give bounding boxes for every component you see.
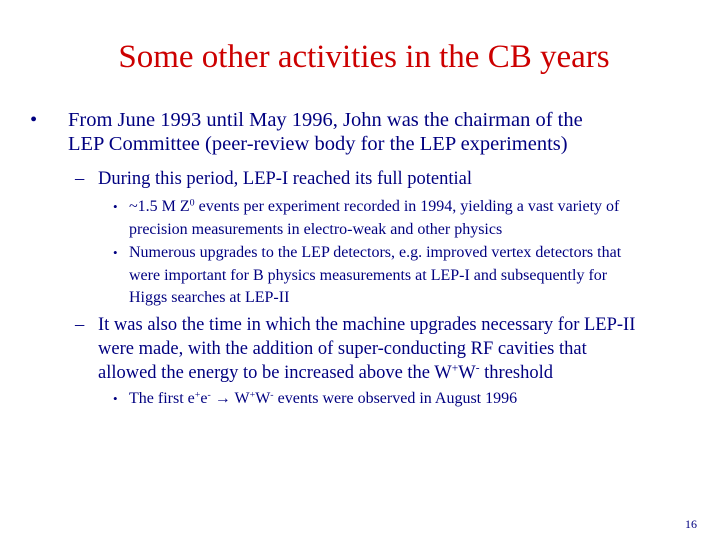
- z0-superscript: 0: [189, 197, 195, 209]
- subsubbullet-line3: Higgs searches at LEP-II: [129, 289, 290, 306]
- subsubbullet-line2: were important for B physics measurements at LEP-I and subsequently for: [129, 266, 608, 284]
- w-minus-superscript: -: [475, 362, 480, 375]
- bullet-lep-committee: [30, 108, 690, 156]
- subsubbullet-marker: •: [113, 391, 118, 406]
- slide-title: Some other activities in the CB years: [118, 39, 610, 75]
- w-second: W: [255, 390, 271, 407]
- w-plus-superscript: +: [451, 362, 459, 375]
- subbullet-machine-upgrades: [75, 313, 690, 385]
- subsubbullet-line1: Numerous upgrades to the LEP detectors, e.g. improved vertex detectors that: [129, 244, 622, 261]
- page-number: 16: [685, 517, 697, 531]
- subsubbullet-detector-upgrades: [113, 242, 693, 310]
- ww-suffix: events were observed in August 1996: [273, 390, 518, 407]
- subsubbullet-line1: [129, 388, 693, 411]
- subbullet-marker: –: [75, 169, 85, 189]
- e-plus-superscript: +: [194, 389, 201, 401]
- bullet-text-line2: LEP Committee (peer-review body for the LEP experiments): [68, 133, 568, 155]
- z0-prefix: ~1.5 M Z: [129, 198, 190, 215]
- w-plus-superscript: +: [249, 389, 256, 401]
- subsubbullet-line2: precision measurements in electro-weak and other physics: [129, 220, 503, 238]
- threshold-prefix: allowed the energy to be increased above the W: [98, 363, 452, 383]
- subbullet-line3: [98, 361, 690, 385]
- e-minus-superscript: -: [207, 389, 211, 401]
- z0-rest: events per experiment recorded in 1994, yielding a vast variety of: [194, 198, 620, 215]
- bullet-marker: •: [30, 109, 38, 131]
- w-minus-superscript: -: [270, 389, 274, 401]
- subbullet-lep1-potential: [75, 167, 690, 191]
- subsubbullet-line1: [129, 196, 693, 219]
- subsubbullet-first-ww-events: [113, 388, 693, 411]
- subbullet-line1: It was also the time in which the machine upgrades necessary for LEP-II: [98, 315, 636, 335]
- subbullet-marker: –: [75, 315, 85, 335]
- subsubbullet-marker: •: [113, 199, 118, 214]
- subsubbullet-z0-events: [113, 196, 693, 241]
- subbullet-text: During this period, LEP-I reached its full potential: [98, 169, 473, 189]
- w-first: W: [234, 390, 250, 407]
- subbullet-line2: were made, with the addition of super-conducting RF cavities that: [98, 339, 587, 359]
- w-second: W: [458, 363, 476, 383]
- arrow-icon: →: [210, 390, 235, 407]
- threshold-suffix: threshold: [479, 363, 554, 383]
- e-second: e: [200, 390, 208, 407]
- ee-prefix: The first e: [129, 390, 195, 407]
- bullet-text-line1: From June 1993 until May 1996, John was the chairman of the: [68, 109, 583, 131]
- subsubbullet-marker: •: [113, 245, 118, 260]
